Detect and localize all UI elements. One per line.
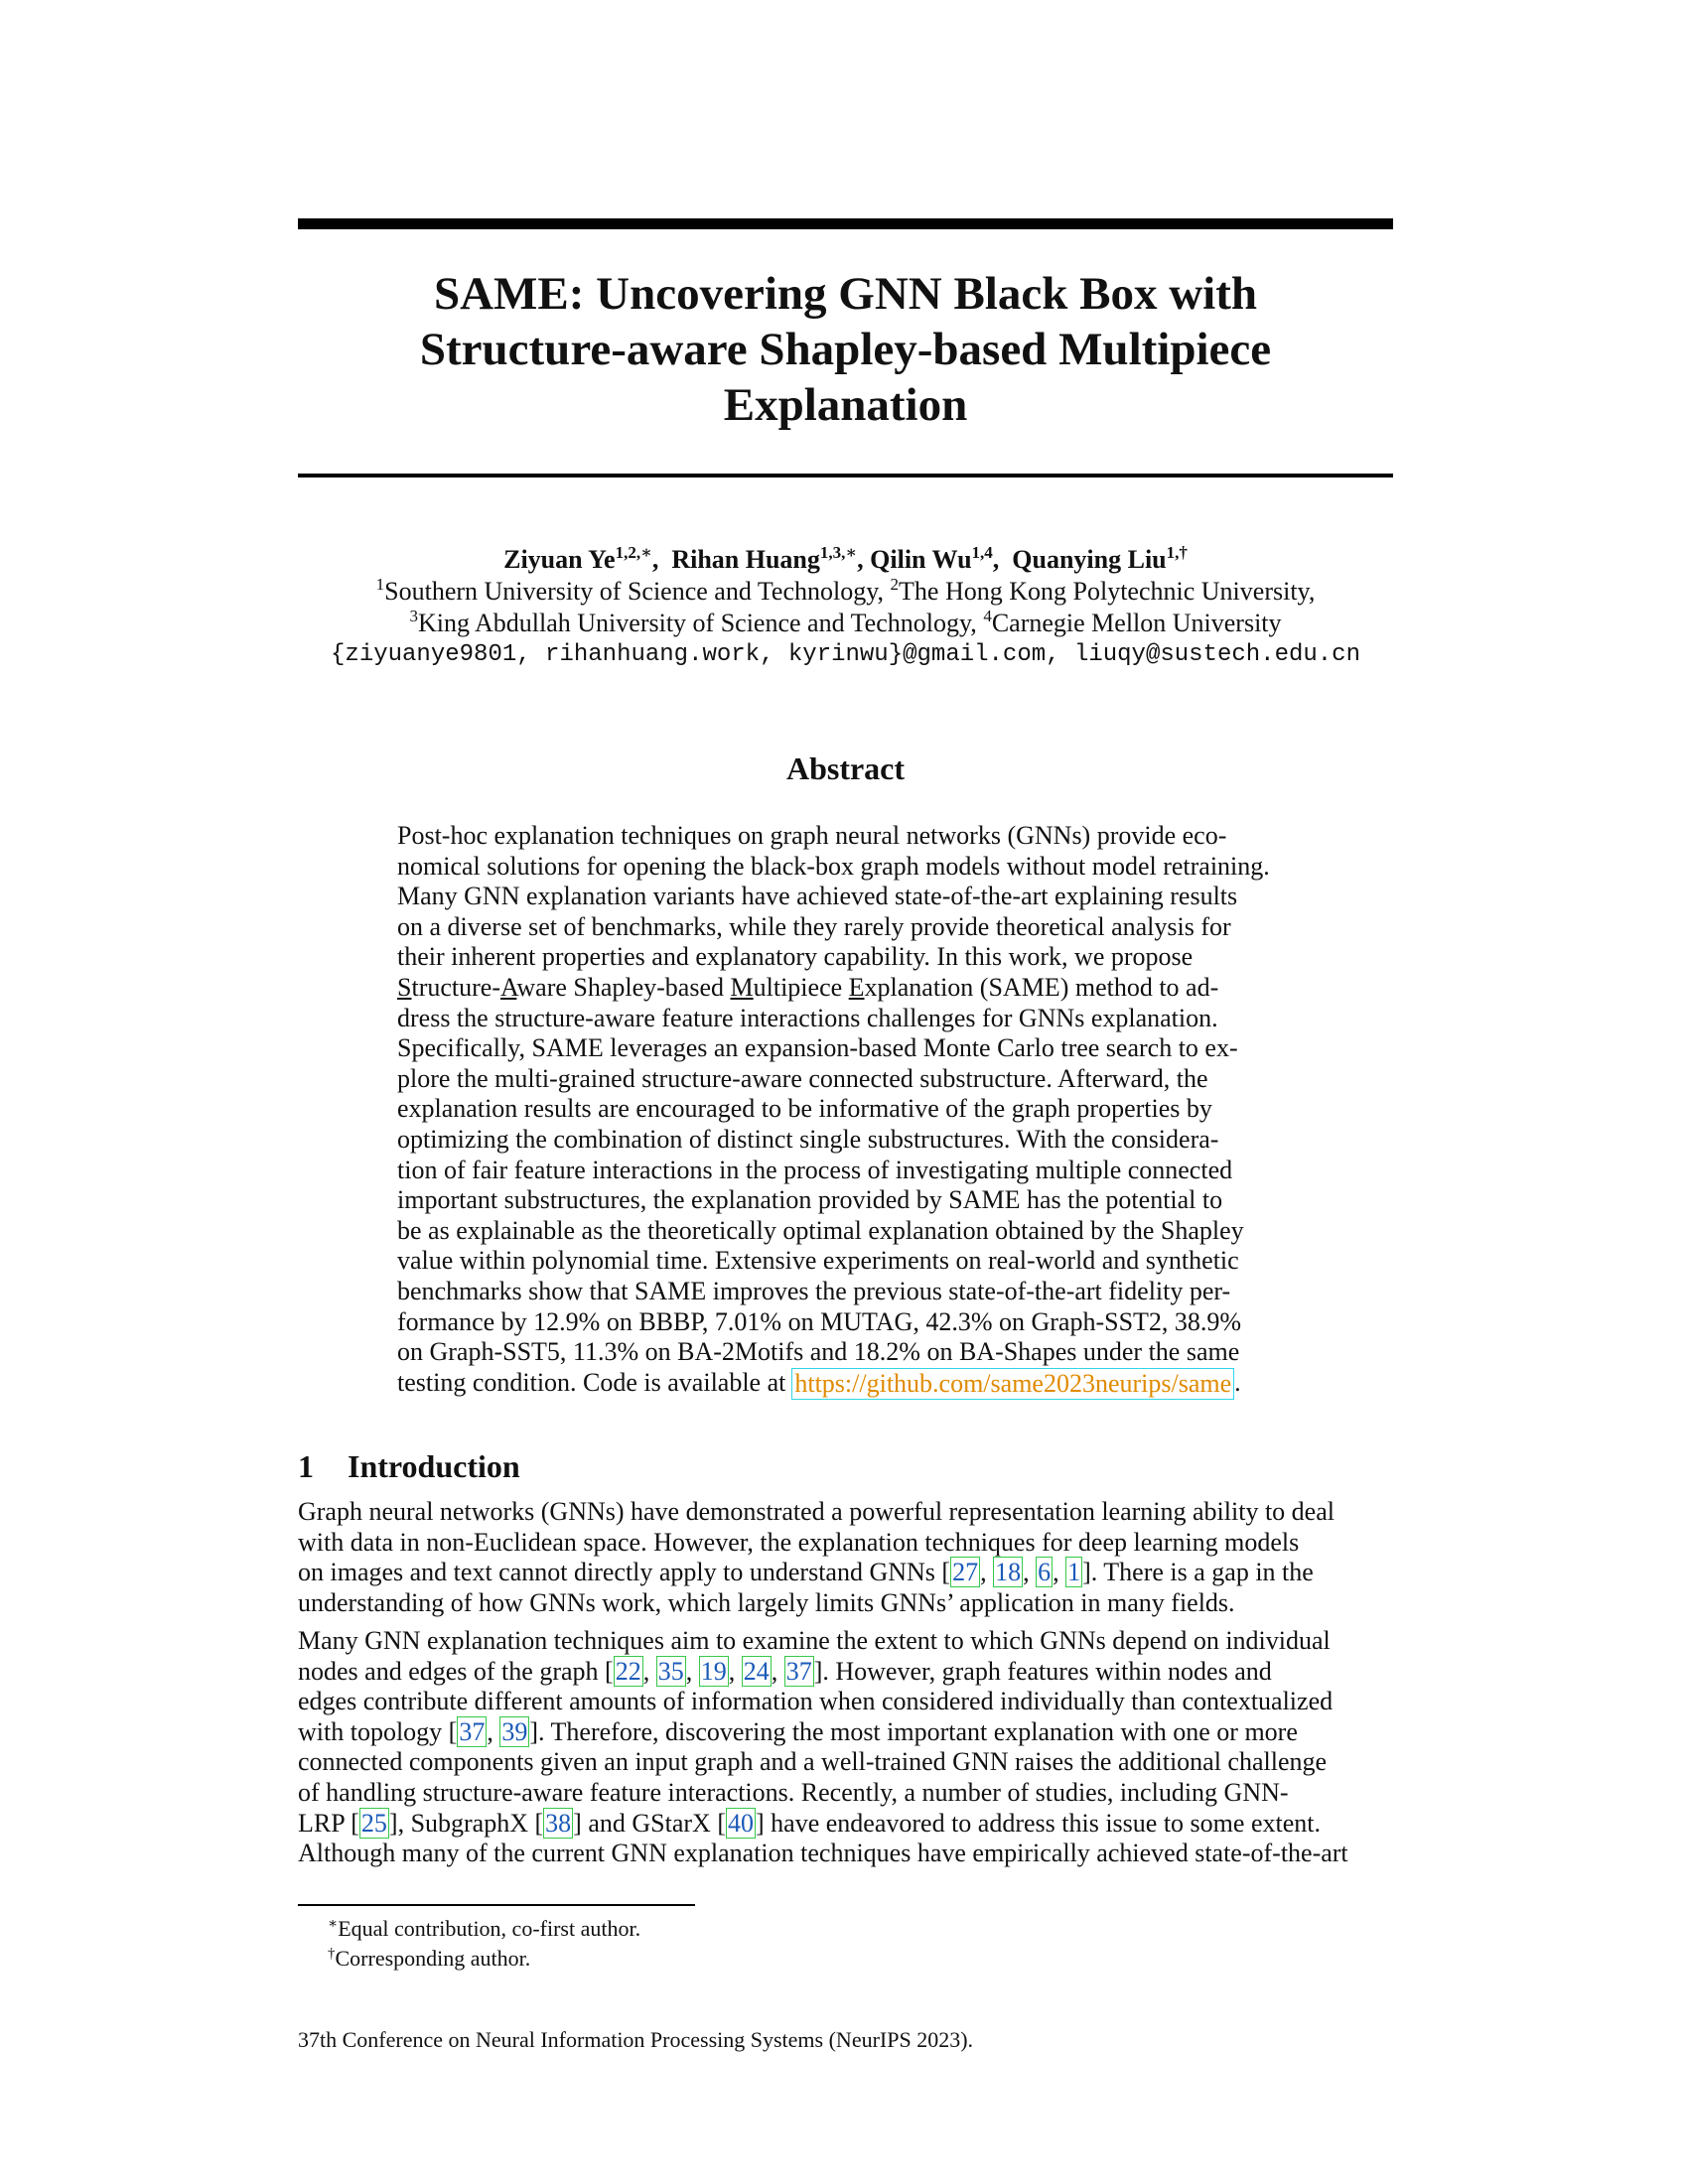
paragraph-line: Many GNN explanation techniques aim to examine the extent to which GNNs depend on individual: [298, 1626, 1331, 1655]
citation-link[interactable]: 40: [728, 1808, 754, 1838]
author: Rihan Huang$^{1,3,∗}$: [671, 543, 858, 574]
abstract-last-line: testing condition. Code is available at https://github.com/same2023neurips/same .: [397, 1368, 1298, 1401]
abstract-line: tion of fair feature interactions in the process of investigating multiple connected: [397, 1155, 1233, 1184]
abstract-line: optimizing the combination of distinct single substructures. With the considera-: [397, 1124, 1219, 1154]
abstract-line: their inherent properties and explanatory capability. In this work, we propose: [397, 942, 1194, 972]
citation-link[interactable]: 22: [615, 1656, 641, 1686]
author-emails[interactable]: {ziyuanye9801, rihanhuang.work, kyrinwu}@gmail.com, liuqy@sustech.edu.cn: [331, 641, 1360, 668]
author: Quanying Liu$^{1,\dagger}$: [1012, 543, 1188, 574]
citation-link[interactable]: 38: [545, 1808, 572, 1838]
affiliation-line-1: $^1$Southern University of Science and Technology, $^2$The Hong Kong Polytechnic University,: [375, 575, 1316, 606]
abstract-line: be as explainable as the theoretically optimal explanation obtained by the Shapley: [397, 1215, 1244, 1245]
paragraph-line: LRP [25], SubgraphX [38] and GStarX [40] have endeavored to address this issue to some extent.: [298, 1808, 1321, 1838]
paragraph-line: edges contribute different amounts of information when considered individually than contextualized: [298, 1687, 1334, 1716]
citation-link[interactable]: 24: [743, 1656, 770, 1686]
title-bottom-rule: [298, 474, 1393, 478]
intro-paragraph-1: [298, 1497, 1393, 1618]
footnote: ∗Equal contribution, co-first author.: [328, 1916, 641, 1941]
citation-link[interactable]: 25: [360, 1808, 387, 1838]
footnotes: [328, 1914, 640, 1974]
abstract-line: on a diverse set of benchmarks, while they rarely provide theoretical analysis for: [397, 911, 1231, 941]
paragraph-line: connected components given an input graph and a well-trained GNN raises the additional challenge: [298, 1747, 1328, 1777]
abstract-method-line: Structure-Aware Shapley-based Multipiece Explanation (SAME) method to ad-: [397, 972, 1219, 1002]
citation-link[interactable]: 19: [700, 1656, 727, 1686]
code-link[interactable]: https://github.com/same2023neurips/same: [791, 1368, 1234, 1401]
paper-title: [298, 266, 1393, 433]
footnote-rule: [298, 1904, 695, 1906]
section-title: Introduction: [348, 1448, 520, 1484]
abstract-line: nomical solutions for opening the black-box graph models without model retraining.: [397, 851, 1270, 881]
citation-link[interactable]: 35: [657, 1656, 684, 1686]
citation-link[interactable]: 37: [459, 1716, 486, 1746]
citation-link[interactable]: 18: [995, 1558, 1022, 1587]
abstract-line: benchmarks show that SAME improves the previous state-of-the-art fidelity per-: [397, 1276, 1231, 1305]
intro-paragraph-2: [298, 1626, 1393, 1869]
abstract-heading: Abstract: [785, 751, 906, 786]
abstract-body: [397, 821, 1298, 1400]
citation-link[interactable]: 37: [785, 1656, 812, 1686]
section-number: 1: [298, 1448, 314, 1484]
citation-link[interactable]: 1: [1067, 1558, 1081, 1587]
abstract-line: dress the structure-aware feature interactions challenges for GNNs explanation.: [397, 1003, 1218, 1032]
section-heading-introduction: [298, 1446, 520, 1486]
paragraph-line: with topology [37, 39]. Therefore, discovering the most important explanation with one or more: [298, 1716, 1298, 1746]
conference-note: 37th Conference on Neural Information Processing Systems (NeurIPS 2023).: [298, 2027, 974, 2052]
author: Ziyuan $Ye^{1,2,∗}$: [503, 543, 652, 574]
citation-link[interactable]: 27: [952, 1558, 979, 1587]
paragraph-line: with data in non-Euclidean space. However, the explanation techniques for deep learning models: [298, 1527, 1300, 1557]
paragraph-line: Graph neural networks (GNNs) have demonstrated a powerful representation learning ability to deal: [298, 1497, 1335, 1526]
title-line-3: Explanation: [723, 379, 968, 431]
paragraph-line: of handling structure-aware feature interactions. Recently, a number of studies, including GNN-: [298, 1777, 1289, 1807]
citation-link[interactable]: 39: [501, 1716, 528, 1746]
citation-link[interactable]: 6: [1038, 1558, 1052, 1587]
abstract-line: value within polynomial time. Extensive experiments on real-world and synthetic: [397, 1246, 1239, 1276]
footnote: †Corresponding author.: [328, 1946, 531, 1971]
title-line-1: SAME: Uncovering GNN Black Box with: [433, 268, 1258, 320]
abstract-line: Many GNN explanation variants have achieved state-of-the-art explaining results: [397, 882, 1238, 911]
author-block: [298, 544, 1393, 671]
abstract-line: important substructures, the explanation provided by SAME has the potential to: [397, 1185, 1223, 1215]
abstract-line: explanation results are encouraged to be informative of the graph properties by: [397, 1094, 1212, 1124]
author-names: Ziyuan $Ye^{1,2,∗}$, Rihan Huang$^{1,3,∗}$, Qilin Wu$^{1,4}$, Quanying Liu$^{1,\dagger}$: [503, 543, 1188, 574]
paragraph-line: nodes and edges of the graph [22, 35, 19, 24, 37]. However, graph features within nodes and: [298, 1656, 1272, 1686]
paragraph-line: Although many of the current GNN explanation techniques have empirically achieved state-of-the-art: [298, 1839, 1348, 1868]
abstract-line: plore the multi-grained structure-aware connected substructure. Afterward, the: [397, 1063, 1208, 1093]
abstract-line: formance by 12.9% on BBBP, 7.01% on MUTAG, 42.3% on Graph-SST2, 38.9%: [397, 1306, 1242, 1336]
abstract-line: Post-hoc explanation techniques on graph neural networks (GNNs) provide eco-: [397, 821, 1227, 850]
abstract-line: on Graph-SST5, 11.3% on BA-2Motifs and 18.2% on BA-Shapes under the same: [397, 1337, 1240, 1367]
title-line-2: Structure-aware Shapley-based Multipiece: [419, 324, 1272, 375]
paragraph-line: understanding of how GNNs work, which largely limits GNNs’ application in many fields.: [298, 1587, 1235, 1617]
author: Qilin Wu$^{1,4}$: [870, 543, 993, 574]
abstract-line: Specifically, SAME leverages an expansion-based Monte Carlo tree search to ex-: [397, 1033, 1238, 1063]
affiliation-line-2: $^3$King Abdullah University of Science and Technology, $^4$Carnegie Mellon University: [409, 607, 1282, 637]
top-rule: [298, 218, 1393, 229]
paragraph-line: on images and text cannot directly apply to understand GNNs [27, 18, 6, 1]. There is a gap in the: [298, 1558, 1314, 1587]
